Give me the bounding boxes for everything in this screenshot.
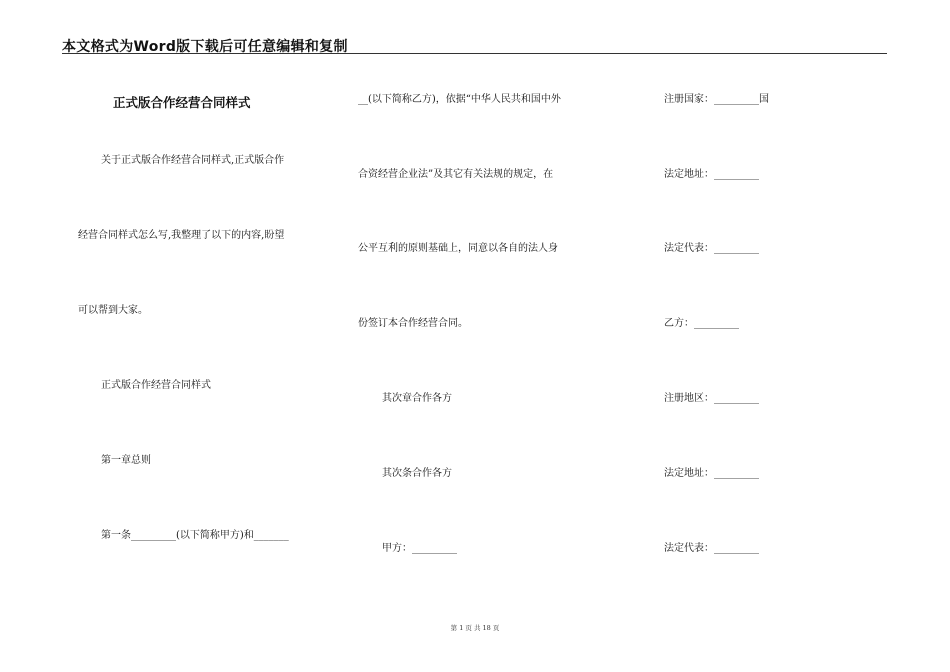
col1-line-4: 正式版合作经营合同样式 xyxy=(101,380,211,391)
col2-line-5: 其次章合作各方 xyxy=(382,393,452,404)
col3-line-7: 法定代表：_________ xyxy=(664,543,759,554)
header-divider xyxy=(62,53,887,54)
col2-line-4: 份签订本合作经营合同。 xyxy=(358,318,468,329)
col2-line-1: __(以下简称乙方)，依据“中华人民共和国中外 xyxy=(358,94,561,105)
page-footer: 第 1 页 共 18 页 xyxy=(450,624,500,632)
document-header-title: 本文格式为Word版下载后可任意编辑和复制 xyxy=(62,39,348,55)
col2-line-3: 公平互利的原则基础上，同意以各自的法人身 xyxy=(358,243,558,254)
col3-line-2: 法定地址：_________ xyxy=(664,169,759,180)
col1-line-3: 可以帮到大家。 xyxy=(78,305,148,316)
col1-line-5: 第一章总则 xyxy=(101,455,151,466)
col1-line-1: 关于正式版合作经营合同样式,正式版合作 xyxy=(101,155,285,166)
document-title: 正式版合作经营合同样式 xyxy=(113,95,251,110)
col1-line-6: 第一条_________(以下简称甲方)和_______ xyxy=(101,530,289,541)
col3-line-1: 注册国家：_________国 xyxy=(664,94,769,105)
col3-line-4: 乙方：_________ xyxy=(664,318,739,329)
col1-line-2: 经营合同样式怎么写,我整理了以下的内容,盼望 xyxy=(78,230,285,241)
col2-line-2: 合资经营企业法”及其它有关法规的规定，在 xyxy=(358,169,554,180)
col3-line-5: 注册地区：_________ xyxy=(664,393,759,404)
col2-line-6: 其次条合作各方 xyxy=(382,468,452,479)
col3-line-6: 法定地址：_________ xyxy=(664,468,759,479)
col2-line-7: 甲方：_________ xyxy=(382,543,457,554)
col3-line-3: 法定代表：_________ xyxy=(664,243,759,254)
